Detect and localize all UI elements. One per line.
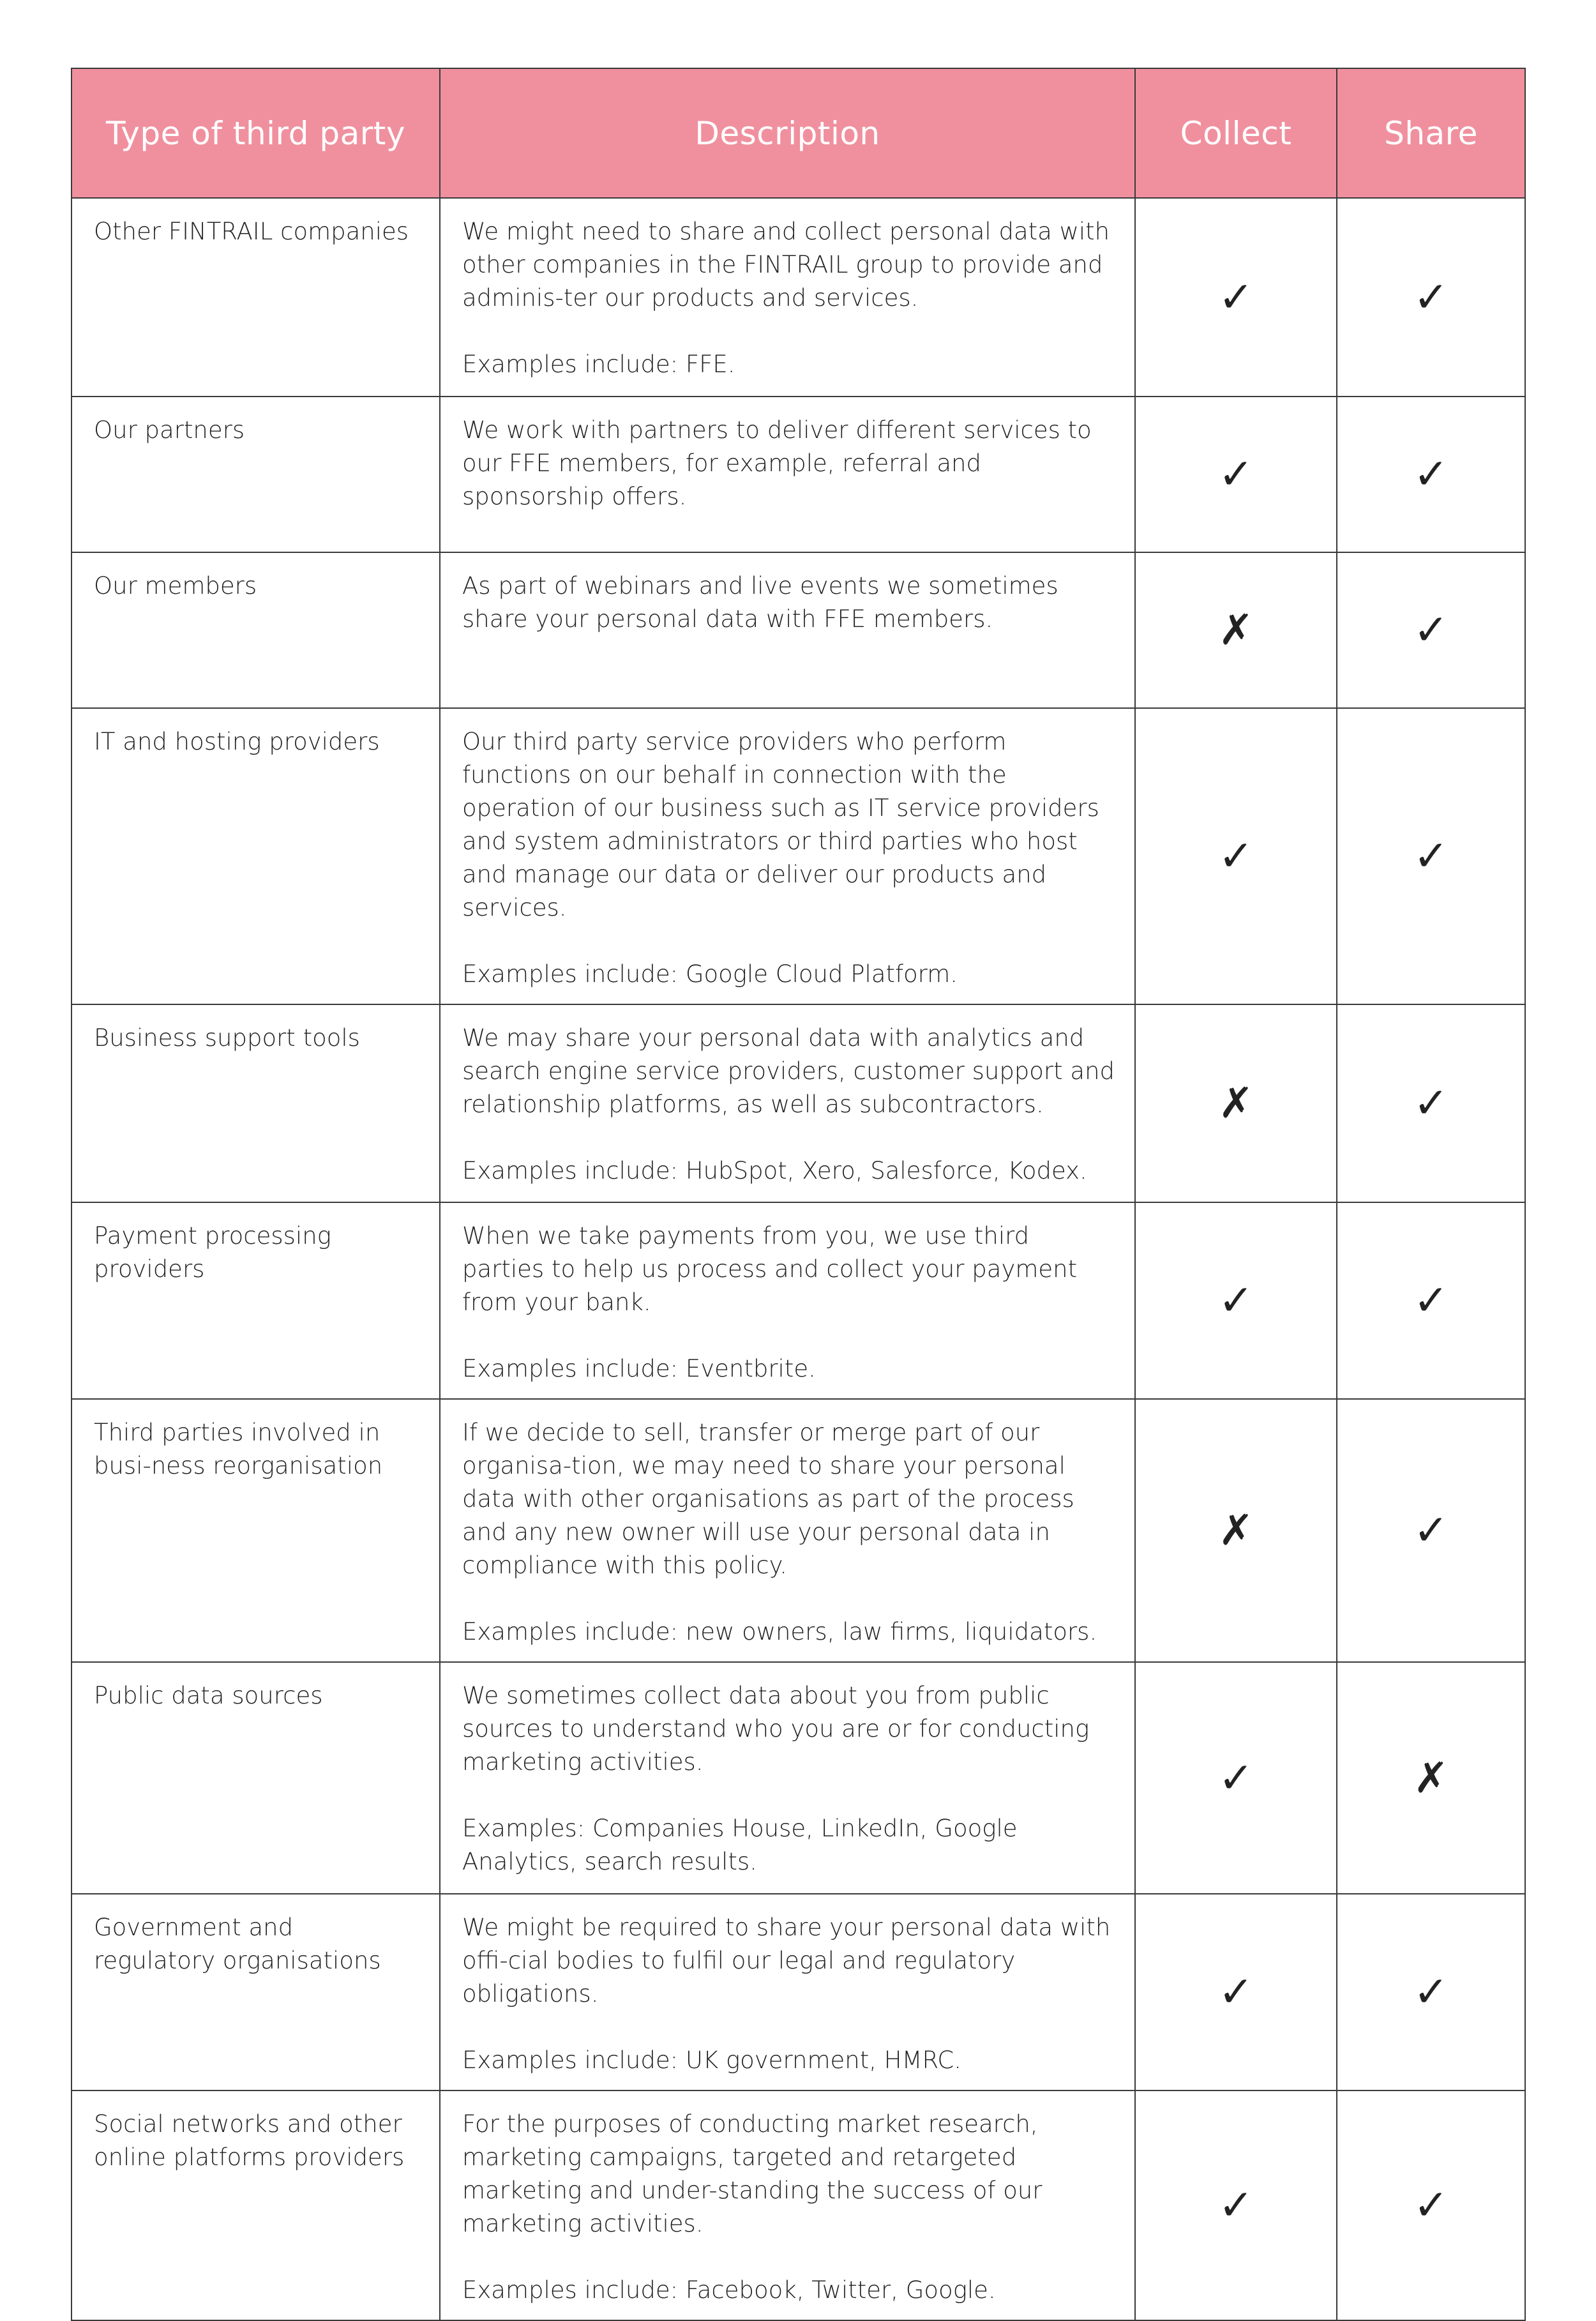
description-text: We might be required to share your personal data with offi-cial bodies to fulfil our legal and regulatory obligations. [462, 1914, 1111, 2007]
share-check-icon: ✓ [1337, 198, 1525, 397]
share-check-icon: ✓ [1337, 1399, 1525, 1662]
share-check-icon: ✓ [1337, 1004, 1525, 1202]
cell-type: Other FINTRAIL companies [72, 198, 440, 397]
table-row [72, 552, 1525, 708]
cell-type: Government and regulatory organisations [72, 1894, 440, 2090]
collect-check-icon: ✓ [1135, 198, 1337, 397]
cell-description [440, 1202, 1135, 1399]
description-text: If we decide to sell, transfer or merge part of our organisa-tion, we may need to share your personal data with other organisations as part of the process and any new owner will use your personal data in compliance with this policy. [462, 1419, 1074, 1579]
cell-description [440, 1004, 1135, 1202]
collect-check-icon: ✓ [1135, 1202, 1337, 1399]
cell-description [440, 1399, 1135, 1662]
cell-description [440, 397, 1135, 552]
table-row [72, 1894, 1525, 2090]
collect-check-icon: ✓ [1135, 1894, 1337, 2090]
share-check-icon: ✓ [1337, 1202, 1525, 1399]
header-collect: Collect [1135, 68, 1337, 198]
table-body [72, 198, 1525, 2320]
share-check-icon: ✓ [1337, 708, 1525, 1004]
third-party-table [71, 68, 1526, 2321]
cell-type: Third parties involved in busi-ness reorganisation [72, 1399, 440, 1662]
share-check-icon: ✓ [1337, 1894, 1525, 2090]
table-row [72, 708, 1525, 1004]
cell-type: Social networks and other online platforms providers [72, 2090, 440, 2320]
table-row [72, 1202, 1525, 1399]
examples-text: Examples include: Facebook, Twitter, Google. [462, 2276, 996, 2304]
share-check-icon: ✓ [1337, 552, 1525, 708]
examples-text: Examples include: FFE. [462, 351, 735, 378]
cell-description [440, 552, 1135, 708]
cell-type: Business support tools [72, 1004, 440, 1202]
collect-cross-icon: ✗ [1135, 1004, 1337, 1202]
collect-check-icon: ✓ [1135, 708, 1337, 1004]
description-text: We might need to share and collect personal data with other companies in the FINTRAIL group to provide and adminis-ter our products and services. [462, 218, 1110, 312]
header-type: Type of third party [72, 68, 440, 198]
table-row [72, 2090, 1525, 2320]
header-share: Share [1337, 68, 1525, 198]
table-row [72, 397, 1525, 552]
header-description: Description [440, 68, 1135, 198]
table-row [72, 1662, 1525, 1894]
description-text: As part of webinars and live events we sometimes share your personal data with FFE members. [462, 572, 1058, 633]
description-text: We work with partners to deliver different services to our FFE members, for example, referral and sponsorship offers. [462, 416, 1092, 510]
cell-description [440, 708, 1135, 1004]
description-text: Our third party service providers who perform functions on our behalf in connection with the operation of our business such as IT service providers and system administrators or third parties who host and manage our data or deliver our products and services. [462, 728, 1099, 921]
table-row [72, 198, 1525, 397]
collect-cross-icon: ✗ [1135, 1399, 1337, 1662]
cell-description [440, 2090, 1135, 2320]
cell-type: Payment processing providers [72, 1202, 440, 1399]
collect-check-icon: ✓ [1135, 1662, 1337, 1894]
table-row [72, 1399, 1525, 1662]
cell-type: Public data sources [72, 1662, 440, 1894]
cell-description [440, 1662, 1135, 1894]
examples-text: Examples include: UK government, HMRC. [462, 2046, 961, 2074]
description-text: For the purposes of conducting market research, marketing campaigns, targeted and retargeted marketing and under-standing the success of our marketing activities. [462, 2110, 1043, 2237]
examples-text: Examples include: Eventbrite. [462, 1355, 816, 1382]
table-row [72, 1004, 1525, 1202]
collect-check-icon: ✓ [1135, 397, 1337, 552]
cell-description [440, 1894, 1135, 2090]
description-text: We sometimes collect data about you from public sources to understand who you are or for conducting marketing activities. [462, 1682, 1090, 1776]
examples-text: Examples include: new owners, law firms, liquidators. [462, 1618, 1097, 1645]
cell-type: Our members [72, 552, 440, 708]
collect-check-icon: ✓ [1135, 2090, 1337, 2320]
share-check-icon: ✓ [1337, 2090, 1525, 2320]
header-row [72, 68, 1525, 198]
examples-text: Examples include: HubSpot, Xero, Salesforce, Kodex. [462, 1157, 1087, 1184]
description-text: We may share your personal data with analytics and search engine service providers, customer support and relationship platforms, as well as subcontractors. [462, 1024, 1115, 1118]
examples-text: Examples include: Google Cloud Platform. [462, 960, 958, 988]
share-cross-icon: ✗ [1337, 1662, 1525, 1894]
examples-text: Examples: Companies House, LinkedIn, Google Analytics, search results. [462, 1815, 1018, 1875]
cell-type: IT and hosting providers [72, 708, 440, 1004]
collect-cross-icon: ✗ [1135, 552, 1337, 708]
share-check-icon: ✓ [1337, 397, 1525, 552]
cell-type: Our partners [72, 397, 440, 552]
cell-description [440, 198, 1135, 397]
description-text: When we take payments from you, we use third parties to help us process and collect your payment from your bank. [462, 1222, 1078, 1316]
